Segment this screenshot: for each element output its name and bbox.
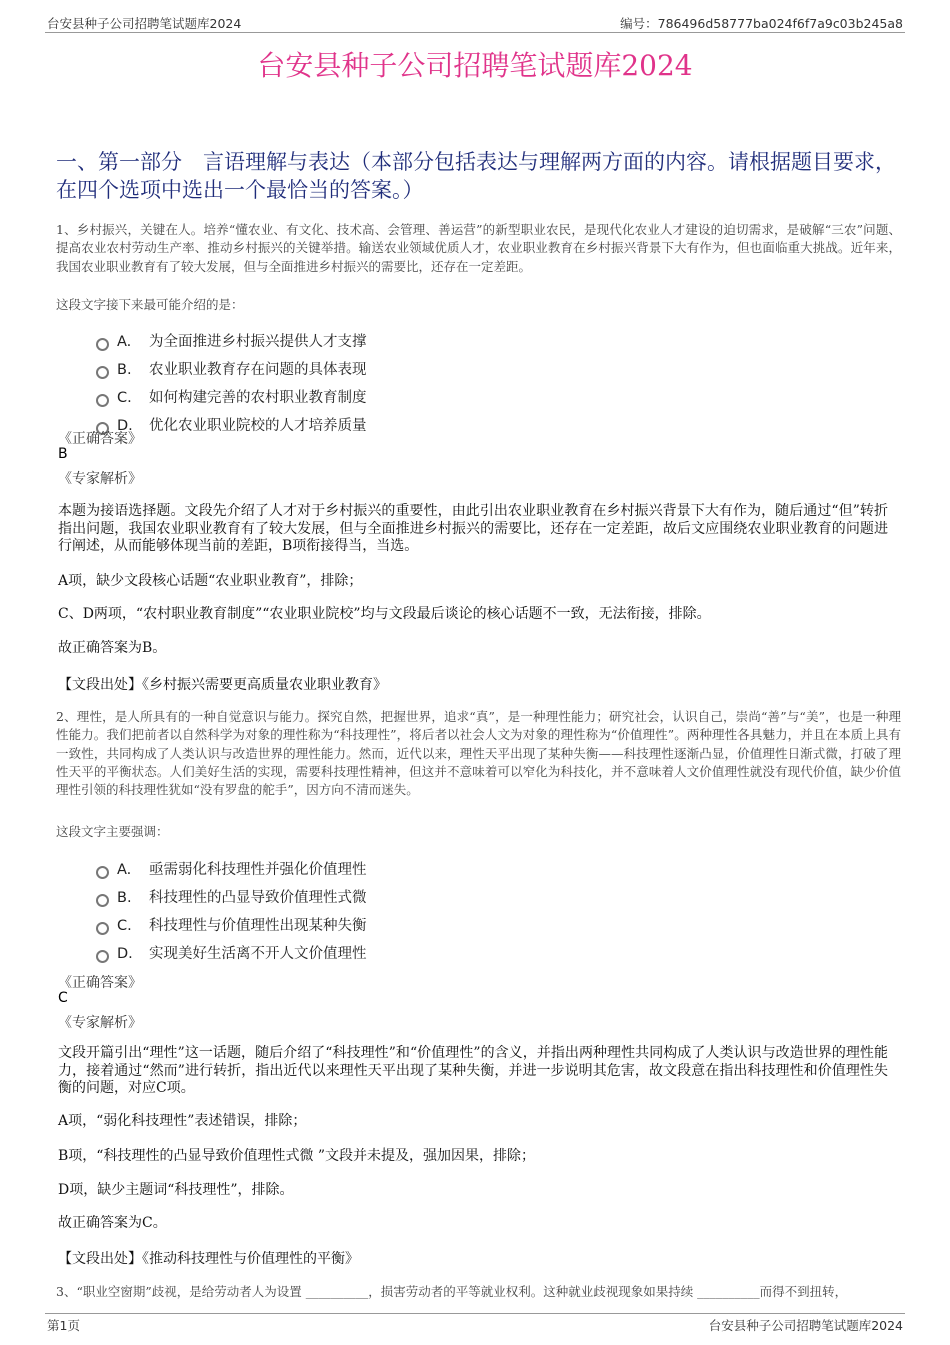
- header-title: 台安县种子公司招聘笔试题库2024: [47, 16, 242, 31]
- analysis-label: 《专家解析》: [58, 1015, 142, 1031]
- question-1-text: 1、乡村振兴，关键在人。培养“懂农业、有文化、技术高、会管理、善运营”的新型职业农民，是现代化农业人才建设的迫切需求，是破解“三农”问题、提高农业农村劳动生产率、推动乡村振兴的关键举措。输送农业领域优质人才，农业职业教育在乡村振兴背景下大有作为，但也面临重大挑战。近年来，我国农业职业教育有了较大发展，但与全面推进乡村振兴的需要比，还存在一定差距。: [56, 222, 901, 274]
- radio-icon[interactable]: [96, 394, 109, 407]
- question-1-explanation: 本题为接语选择题。文段先介绍了人才对于乡村振兴的重要性，由此引出农业职业教育在乡村振兴背景下大有作为，随后通过“但”转折指出问题，我国农业职业教育有了较大发展，但与全面推进乡村振兴的需要比，还存在一定差距，故后文应围绕农业职业教育的问题进行阐述，从而能够体现当前的差距，B项衔接得当，当选。: [58, 503, 888, 554]
- document-title: 台安县种子公司招聘笔试题库2024: [257, 49, 693, 82]
- question-1-conclusion: 故正确答案为B。: [58, 640, 167, 656]
- question-2-option-a[interactable]: A. 亟需弱化科技理性并强化价值理性: [96, 858, 367, 879]
- question-1-explain-a: A项，缺少文段核心话题“农业职业教育”，排除；: [58, 573, 363, 589]
- page-number: 第1页: [47, 1318, 80, 1333]
- question-1-option-a[interactable]: A. 为全面推进乡村振兴提供人才支撑: [96, 330, 367, 351]
- answer-label: 《正确答案》: [58, 975, 142, 991]
- section-heading: 一、第一部分 言语理解与表达（本部分包括表达与理解两方面的内容。请根据题目要求，在四个选项中选出一个最恰当的答案。）: [56, 150, 896, 202]
- radio-icon[interactable]: [96, 866, 109, 879]
- question-2-explanation: 文段开篇引出“理性”这一话题，随后介绍了“科技理性”和“价值理性”的含义，并指出两种理性共同构成了人类认识与改造世界的理性能力，接着通过“然而”进行转折，指出近代以来理性天平出现了某种失衡，并进一步说明其危害，故文段意在指出科技理性和价值理性失衡的问题，对应C项。: [58, 1045, 888, 1096]
- question-2-explain-d: D项，缺少主题词“科技理性”，排除。: [58, 1182, 294, 1198]
- radio-icon[interactable]: [96, 950, 109, 963]
- radio-icon[interactable]: [96, 894, 109, 907]
- question-2-lead: 这段文字主要强调：: [56, 824, 169, 839]
- question-2-explain-b: B项，“科技理性的凸显导致价值理性式微 ”文段并未提及，强加因果，排除；: [58, 1148, 536, 1164]
- question-1-option-b[interactable]: B. 农业职业教育存在问题的具体表现: [96, 358, 367, 379]
- question-1-answer: B: [58, 446, 68, 462]
- analysis-label: 《专家解析》: [58, 471, 142, 487]
- question-1-lead: 这段文字接下来最可能介绍的是：: [56, 297, 244, 312]
- question-2-option-b[interactable]: B. 科技理性的凸显导致价值理性式微: [96, 886, 367, 907]
- radio-icon[interactable]: [96, 338, 109, 351]
- question-2-conclusion: 故正确答案为C。: [58, 1215, 167, 1231]
- header-doc-id: 编号：786496d58777ba024f6f7a9c03b245a8: [620, 16, 903, 31]
- answer-label: 《正确答案》: [58, 431, 142, 447]
- question-3-text: 3、“职业空窗期”歧视，是给劳动者人为设置 __________，损害劳动者的平等就业权利。这种就业歧视现象如果持续 __________而得不到扭转，: [56, 1284, 848, 1299]
- question-1-option-d[interactable]: D. 优化农业职业院校的人才培养质量: [96, 414, 367, 435]
- question-2-option-d[interactable]: D. 实现美好生活离不开人文价值理性: [96, 942, 367, 963]
- page-footer: [45, 1313, 905, 1332]
- question-2-answer: C: [58, 990, 68, 1006]
- question-1-option-c[interactable]: C. 如何构建完善的农村职业教育制度: [96, 386, 367, 407]
- question-2-option-c[interactable]: C. 科技理性与价值理性出现某种失衡: [96, 914, 367, 935]
- question-1-source: 【文段出处】《乡村振兴需要更高质量农业职业教育》: [58, 677, 387, 693]
- question-2-text: 2、理性，是人所具有的一种自觉意识与能力。探究自然，把握世界，追求“真”，是一种理性能力；研究社会，认识自己，崇尚“善”与“美”，也是一种理性能力。我们把前者以自然科学为对象的理性称为“科技理性”，将后者以社会人文为对象的理性称为“价值理性”。两种理性各具魅力，并且在本质上具有一致性，共同构成了人类认识与改造世界的理性能力。然而，近代以来，理性天平出现了某种失衡——科技理性逐渐凸显，价值理性日渐式微，打破了理性天平的平衡状态。人们美好生活的实现，需要科技理性精神，但这并不意味着可以窄化为科技化，并不意味着人文价值理性就没有现代价值，缺少价值理性引领的科技理性犹如“没有罗盘的舵手”，因方向不清而迷失。: [56, 709, 901, 798]
- radio-icon[interactable]: [96, 366, 109, 379]
- radio-icon[interactable]: [96, 922, 109, 935]
- page-header: [45, 14, 905, 33]
- question-1-explain-cd: C、D两项，“农村职业教育制度”“农业职业院校”均与文段最后谈论的核心话题不一致，无法衔接，排除。: [58, 606, 711, 622]
- question-2-source: 【文段出处】《推动科技理性与价值理性的平衡》: [58, 1251, 359, 1267]
- question-2-explain-a: A项，“弱化科技理性”表述错误，排除；: [58, 1113, 307, 1129]
- footer-title: 台安县种子公司招聘笔试题库2024: [708, 1318, 903, 1333]
